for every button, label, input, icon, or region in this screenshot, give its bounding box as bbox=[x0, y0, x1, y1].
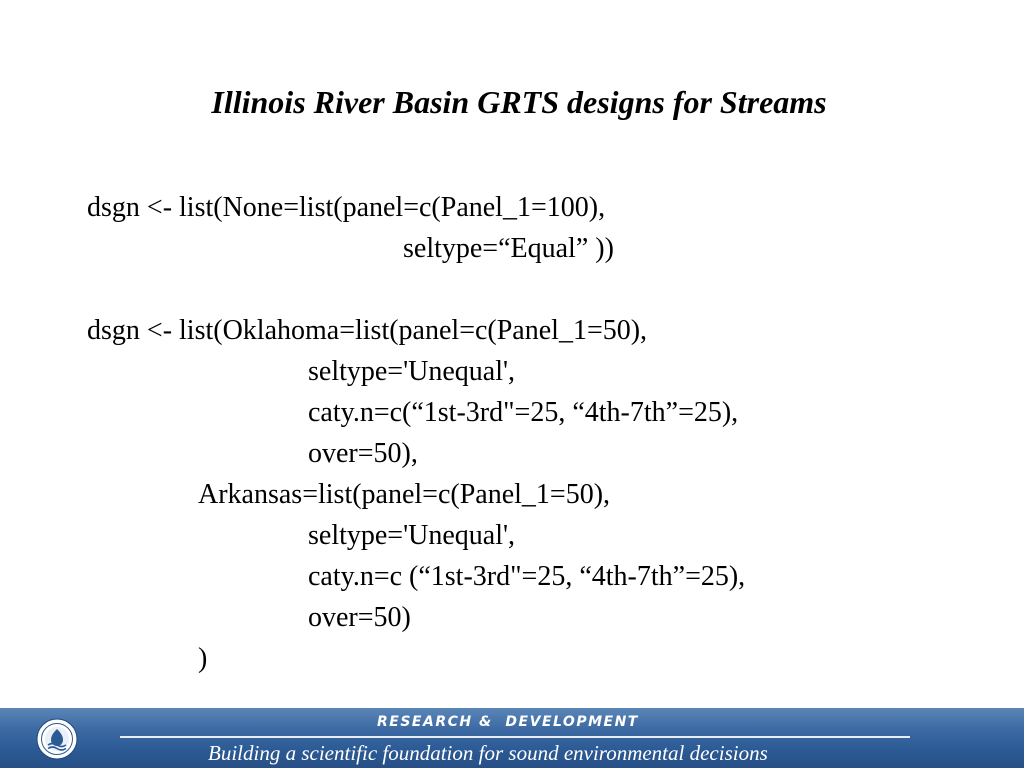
slide-title: Illinois River Basin GRTS designs for Streams bbox=[211, 84, 827, 120]
code-line: ) bbox=[198, 643, 208, 674]
code-line: Arkansas=list(panel=c(Panel_1=50), bbox=[198, 479, 611, 510]
code-line: dsgn <- list(None=list(panel=c(Panel_1=100), bbox=[87, 192, 606, 223]
code-line: seltype='Unequal', bbox=[308, 356, 516, 387]
epa-seal-icon bbox=[36, 718, 78, 760]
footer-divider bbox=[120, 736, 910, 738]
code-line: caty.n=c(“1st-3rd"=25, “4th-7th”=25), bbox=[308, 397, 739, 428]
footer-heading: RESEARCH & DEVELOPMENT bbox=[377, 714, 639, 730]
footer-bar bbox=[0, 708, 1024, 768]
code-line: caty.n=c (“1st-3rd"=25, “4th-7th”=25), bbox=[308, 561, 746, 592]
code-line: dsgn <- list(Oklahoma=list(panel=c(Panel_1=50), bbox=[87, 315, 648, 346]
code-line: seltype='Unequal', bbox=[308, 520, 516, 551]
code-line: over=50) bbox=[308, 602, 411, 633]
code-line: over=50), bbox=[308, 438, 418, 469]
code-line: seltype=“Equal” )) bbox=[403, 233, 614, 264]
footer-tagline: Building a scientific foundation for sound environmental decisions bbox=[208, 741, 768, 765]
